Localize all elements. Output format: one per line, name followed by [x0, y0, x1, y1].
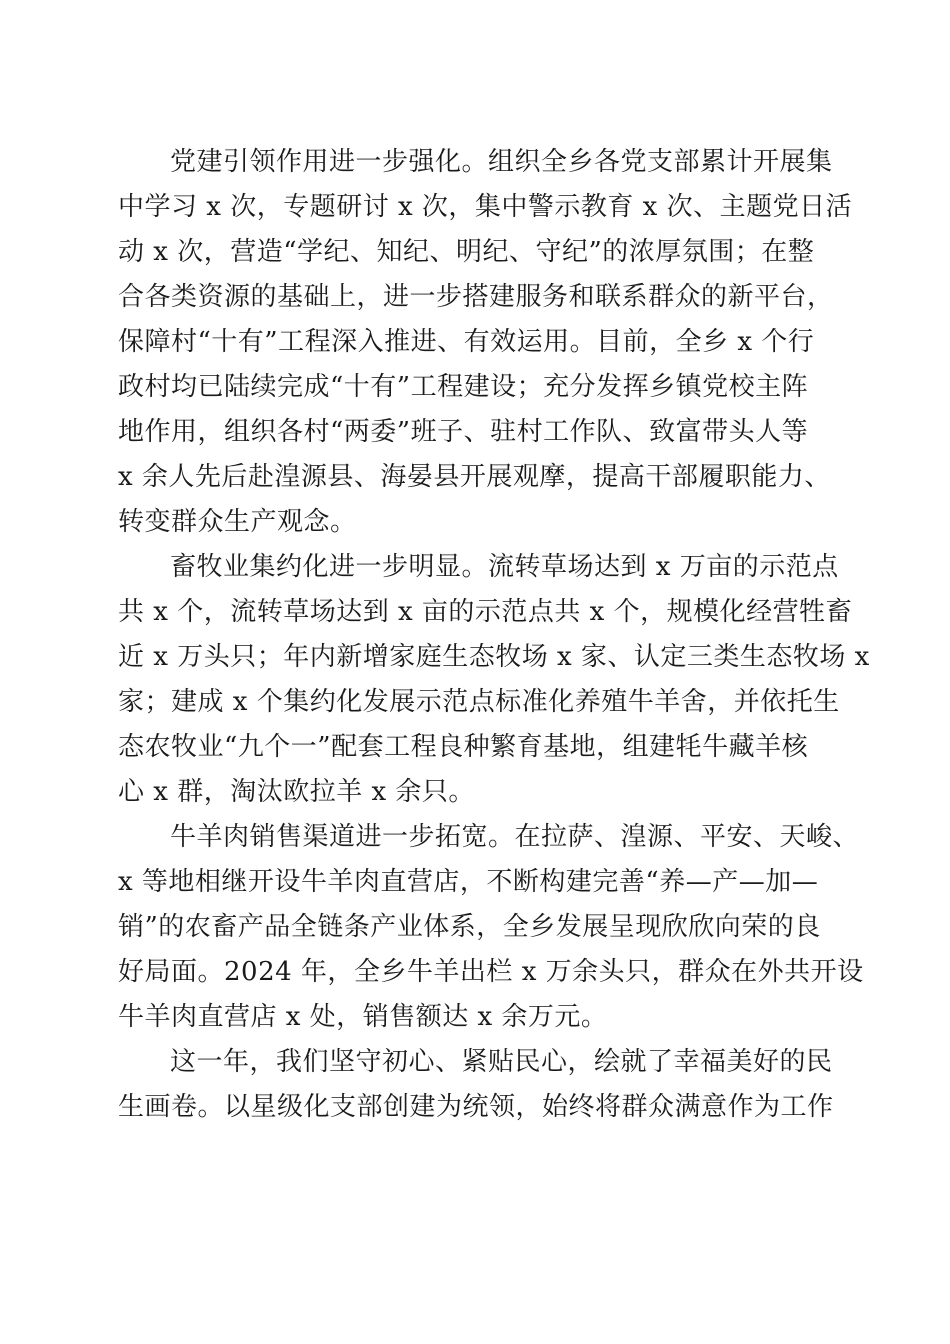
text-line: 畜牧业集约化进一步明显。流转草场达到 x 万亩的示范点 — [170, 552, 839, 582]
paragraph-livelihood — [118, 1040, 834, 1130]
paragraph-animal-husbandry — [118, 545, 870, 815]
paragraph-sales-channels — [118, 815, 864, 1040]
text-line: 销”的农畜产品全链条产业体系，全乡发展呈现欣欣向荣的良 — [118, 912, 821, 942]
text-line: 政村均已陆续完成“十有”工程建设；充分发挥乡镇党校主阵 — [118, 372, 809, 402]
paragraph-party-building — [118, 140, 853, 545]
text-line: 转变群众生产观念。 — [118, 507, 357, 537]
document-body — [118, 140, 870, 1130]
text-line: 家；建成 x 个集约化发展示范点标准化养殖牛羊舍，并依托生 — [118, 687, 840, 717]
text-line: 好局面。2024 年，全乡牛羊出栏 x 万余头只，群众在外共开设 — [118, 957, 864, 987]
text-line: 心 x 群，淘汰欧拉羊 x 余只。 — [118, 777, 475, 807]
text-line: x 余人先后赴湟源县、海晏县开展观摩，提高干部履职能力、 — [118, 462, 831, 492]
text-line: 牛羊肉销售渠道进一步拓宽。在拉萨、湟源、平安、天峻、 — [170, 822, 860, 852]
text-line: 地作用，组织各村“两委”班子、驻村工作队、致富带头人等 — [118, 417, 809, 447]
text-line: 动 x 次，营造“学纪、知纪、明纪、守纪”的浓厚氛围；在整 — [118, 237, 815, 267]
text-line: 态农牧业“九个一”配套工程良种繁育基地，组建牦牛藏羊核 — [118, 732, 809, 762]
text-line: 合各类资源的基础上，进一步搭建服务和联系群众的新平台， — [118, 282, 834, 312]
text-line: 牛羊肉直营店 x 处，销售额达 x 余万元。 — [118, 1002, 608, 1032]
text-line: 党建引领作用进一步强化。组织全乡各党支部累计开展集 — [170, 147, 833, 177]
text-line: 共 x 个，流转草场达到 x 亩的示范点共 x 个，规模化经营牲畜 — [118, 597, 853, 627]
text-line: 这一年，我们坚守初心、紧贴民心，绘就了幸福美好的民 — [170, 1047, 833, 1077]
text-line: 保障村“十有”工程深入推进、有效运用。目前，全乡 x 个行 — [118, 327, 815, 357]
text-line: 近 x 万头只；年内新增家庭生态牧场 x 家、认定三类生态牧场 x — [118, 642, 870, 672]
text-line: x 等地相继开设牛羊肉直营店，不断构建完善“养—产—加— — [118, 867, 819, 897]
text-line: 中学习 x 次，专题研讨 x 次，集中警示教育 x 次、主题党日活 — [118, 192, 853, 222]
text-line: 生画卷。以星级化支部创建为统领，始终将群众满意作为工作 — [118, 1092, 834, 1122]
